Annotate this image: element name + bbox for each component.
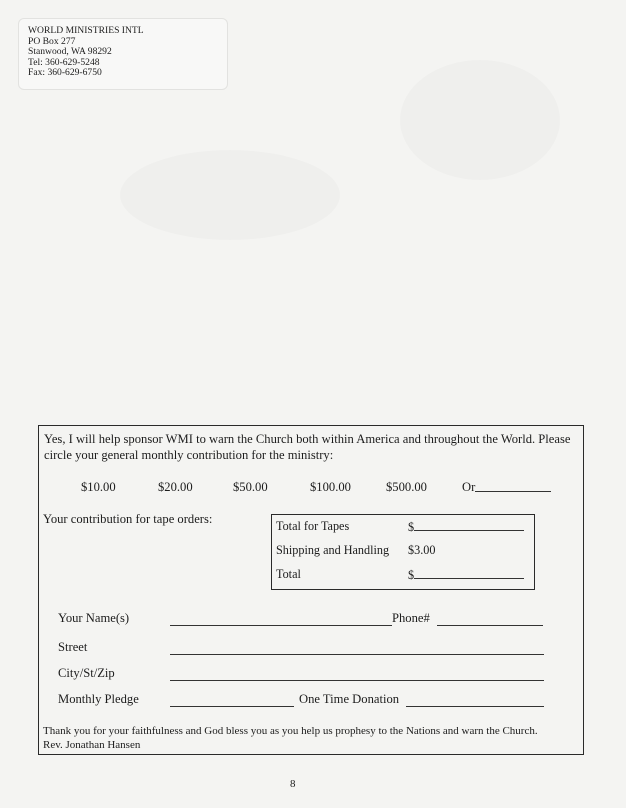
amount-option[interactable]: $10.00 — [81, 480, 116, 494]
closing-message — [43, 724, 538, 752]
phone-label: Phone# — [392, 611, 430, 625]
po-box: PO Box 277 — [28, 35, 76, 47]
or-label: Or — [462, 480, 476, 494]
amount-option[interactable]: $100.00 — [310, 480, 351, 494]
shipping-value: $3.00 — [408, 543, 436, 557]
name-label: Your Name(s) — [58, 611, 130, 625]
total-label: Total — [276, 567, 301, 581]
fax: Fax: 360-629-6750 — [28, 67, 102, 79]
amount-option[interactable]: $500.00 — [386, 480, 427, 494]
paper-show-through — [120, 150, 340, 240]
total-tapes-label: Total for Tapes — [276, 519, 350, 533]
intro-text: Yes, I will help sponsor WMI to warn the Church both within America and throughout the World. Please circle your general monthly contribution for the ministry: — [44, 432, 571, 462]
street-label: Street — [58, 640, 88, 654]
total-field[interactable] — [408, 567, 524, 583]
name-input-line[interactable] — [170, 611, 392, 626]
city-input-line[interactable] — [170, 666, 544, 681]
street-input-line[interactable] — [170, 640, 544, 655]
paper-show-through — [400, 60, 560, 180]
shipping-label: Shipping and Handling — [276, 543, 390, 557]
total-tapes-field[interactable] — [408, 519, 524, 535]
thank-you-text: Thank you for your faithfulness and God bless you as you help us prophesy to the Nations and warn the Church. — [43, 725, 538, 737]
amount-option[interactable]: $20.00 — [158, 480, 193, 494]
currency-symbol: $ — [408, 520, 415, 534]
total-line[interactable] — [414, 567, 524, 579]
currency-symbol: $ — [408, 568, 415, 582]
other-amount-line[interactable] — [475, 480, 551, 492]
total-tapes-line[interactable] — [414, 519, 524, 531]
phone-input-line[interactable] — [437, 611, 543, 626]
signature: Rev. Jonathan Hansen — [43, 739, 141, 751]
donation-label: One Time Donation — [299, 692, 400, 706]
other-amount[interactable] — [462, 480, 475, 495]
pledge-label: Monthly Pledge — [58, 692, 139, 706]
org-name: WORLD MINISTRIES INTL — [28, 25, 144, 36]
tape-order-box — [271, 514, 535, 590]
city-label: City/St/Zip — [58, 666, 115, 680]
pledge-input-line[interactable] — [170, 692, 294, 707]
page-number: 8 — [290, 778, 296, 790]
city-state-zip: Stanwood, WA 98292 — [28, 46, 112, 58]
sponsorship-form — [38, 425, 584, 755]
amount-option[interactable]: $50.00 — [233, 480, 268, 494]
donation-input-line[interactable] — [406, 692, 544, 707]
telephone: Tel: 360-629-5248 — [28, 56, 100, 68]
tape-order-label: Your contribution for tape orders: — [43, 512, 213, 526]
return-address — [18, 18, 228, 90]
